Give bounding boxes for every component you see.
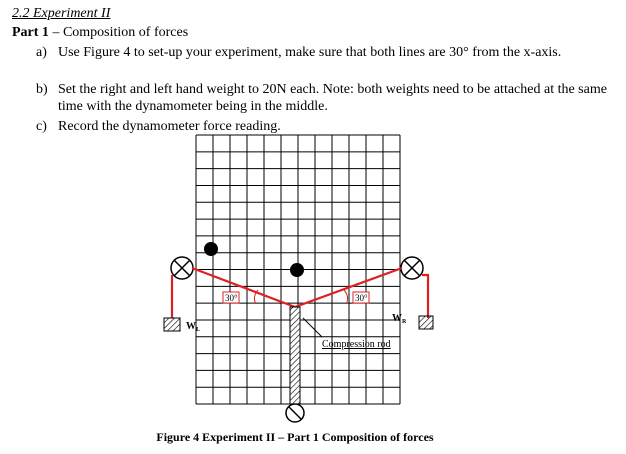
rod-pointer — [303, 318, 322, 337]
figure-caption: Figure 4 Experiment II – Part 1 Composition of forces — [156, 430, 434, 444]
step-label: a) — [36, 45, 47, 60]
left-angle-label: 30° — [225, 293, 238, 303]
left-weight-label: W — [186, 321, 196, 332]
right-angle-marker — [344, 290, 369, 304]
right-weight — [392, 313, 433, 329]
part-title: Composition of forces — [62, 25, 189, 40]
step-label: c) — [36, 119, 47, 134]
right-angle-label: 30° — [355, 293, 368, 303]
right-pulley — [401, 257, 423, 279]
section-heading: 2.2 Experiment II — [12, 6, 111, 21]
rod-label: Compression rod — [322, 339, 391, 350]
right-weight-label: W — [392, 313, 402, 324]
step-label: b) — [36, 82, 48, 97]
left-weight-sub: L — [196, 327, 201, 333]
svg-text:WL — [186, 321, 200, 333]
left-peg — [204, 242, 218, 256]
left-pulley — [171, 257, 193, 279]
part-label: Part 1 — [12, 25, 49, 40]
dynamometer-icon — [286, 404, 304, 422]
right-weight-sub: R — [402, 319, 407, 325]
part-dash: – — [48, 25, 63, 40]
compression-rod — [290, 307, 391, 404]
step-text: Set the right and left hand weight to 20N each. Note: both weights need to be attached at the same time with the dynamometer being in the middle. — [58, 82, 607, 114]
step-text: Record the dynamometer force reading. — [58, 119, 281, 134]
step-text: Use Figure 4 to set-up your experiment, make sure that both lines are 30° from the x-axis. — [58, 45, 562, 60]
center-peg — [290, 263, 304, 277]
left-weight — [164, 318, 200, 333]
svg-text:WR — [392, 313, 407, 325]
